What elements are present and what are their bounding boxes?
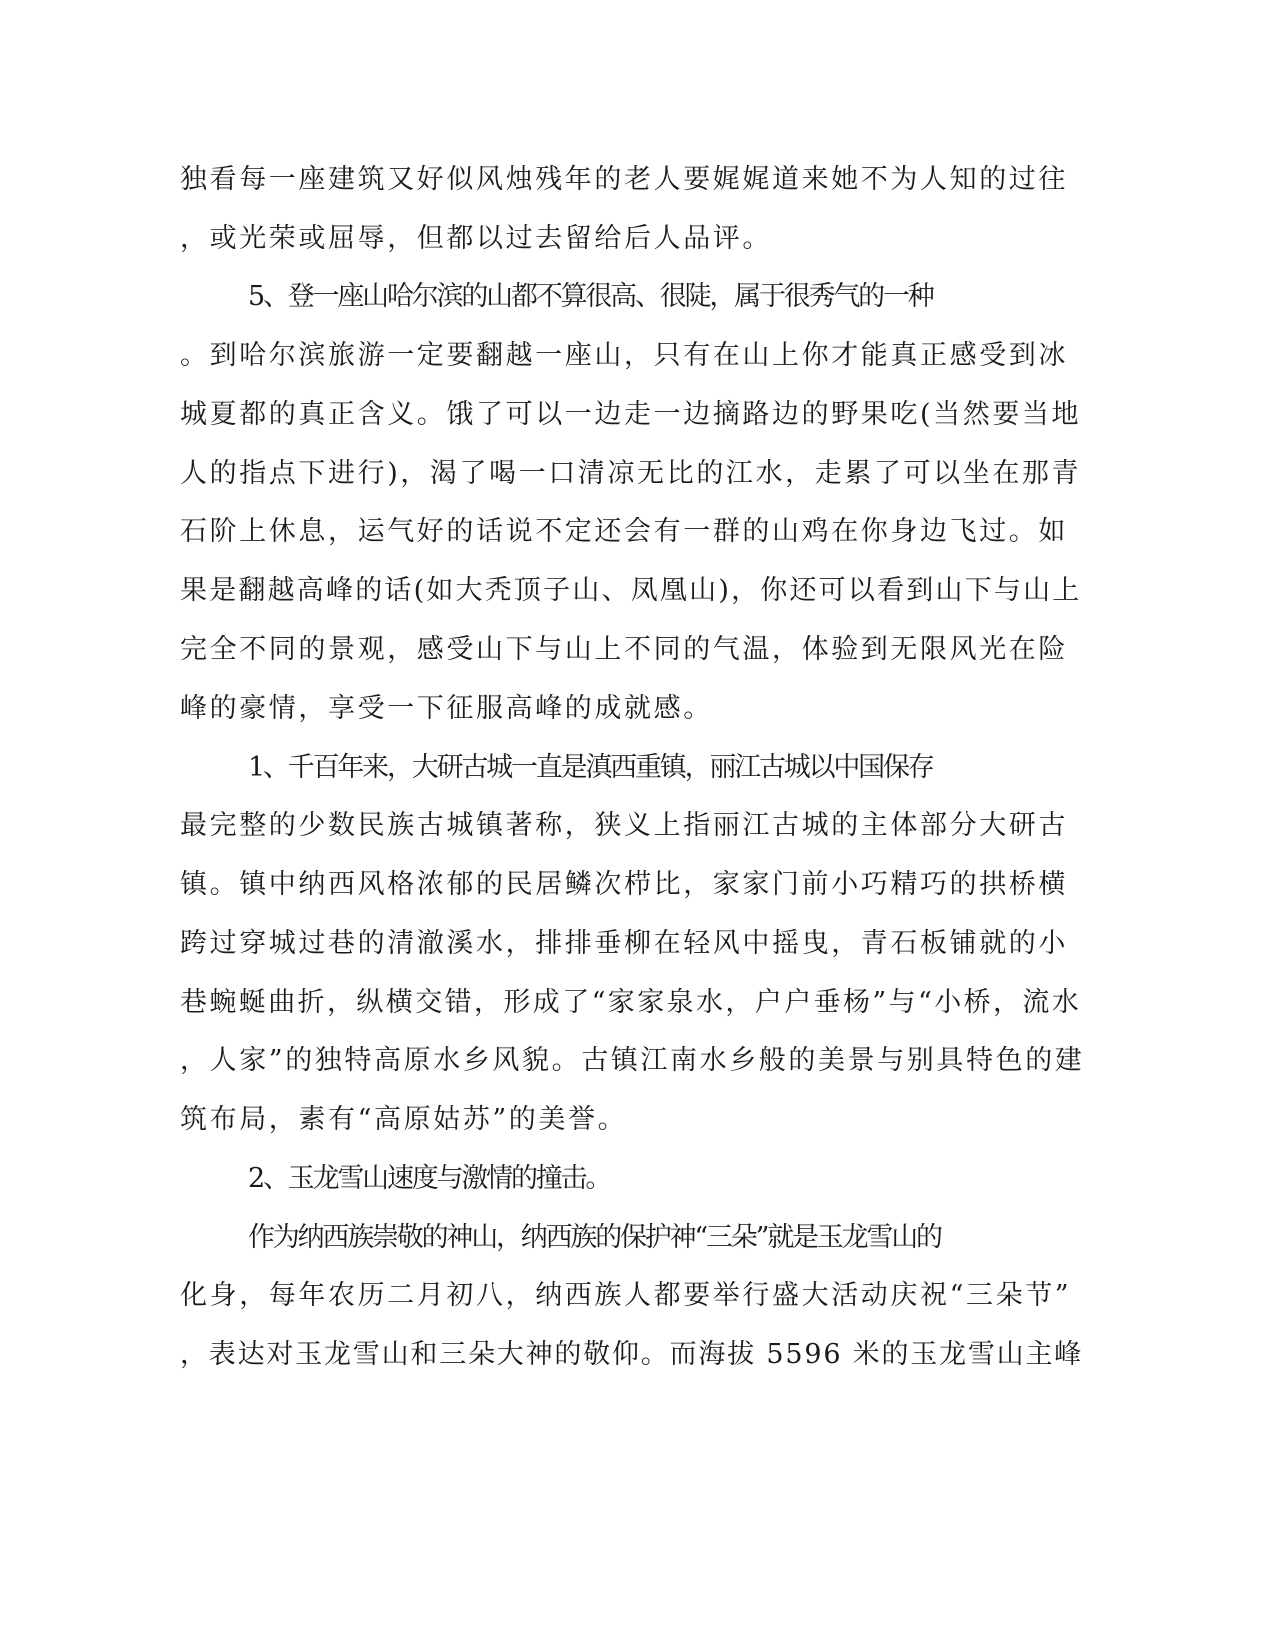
text-line: 跨过穿城过巷的清澈溪水，排排垂柳在轻风中摇曳，青石板铺就的小 xyxy=(180,928,1068,959)
text-line: 城夏都的真正含义。饿了可以一边走一边摘路边的野果吃(当然要当地 xyxy=(180,399,1082,430)
text-line: 最完整的少数民族古城镇著称，狭义上指丽江古城的主体部分大研古 xyxy=(180,810,1068,841)
paragraph-start-line: 5、登一座山哈尔滨的山都不算很高、很陡，属于很秀气的一种 xyxy=(248,281,933,312)
text-line: 化身，每年农历二月初八，纳西族人都要举行盛大活动庆祝“三朵节” xyxy=(180,1280,1072,1311)
paragraph-start-line: 2、玉龙雪山速度与激情的撞击。 xyxy=(248,1163,611,1194)
text-line: 筑布局，素有“高原姑苏”的美誉。 xyxy=(180,1104,628,1135)
text-line: 镇。镇中纳西风格浓郁的民居鳞次栉比，家家门前小巧精巧的拱桥横 xyxy=(180,869,1068,900)
text-line: 果是翻越高峰的话(如大秃顶子山、凤凰山)，你还可以看到山下与山上 xyxy=(180,575,1082,606)
text-line: ，人家”的独特高原水乡风貌。古镇江南水乡般的美景与别具特色的建 xyxy=(180,1045,1085,1076)
paragraph-start-line: 1、千百年来，大研古城一直是滇西重镇，丽江古城以中国保存 xyxy=(248,752,933,783)
text-line: 。到哈尔滨旅游一定要翻越一座山，只有在山上你才能真正感受到冰 xyxy=(180,340,1068,371)
text-line: 人的指点下进行)，渴了喝一口清凉无比的江水，走累了可以坐在那青 xyxy=(180,458,1082,489)
text-line: 石阶上休息，运气好的话说不定还会有一群的山鸡在你身边飞过。如 xyxy=(180,516,1068,547)
text-line: 完全不同的景观，感受山下与山上不同的气温，体验到无限风光在险 xyxy=(180,634,1068,665)
text-line: ，或光荣或屈辱，但都以过去留给后人品评。 xyxy=(180,223,772,254)
text-line: 独看每一座建筑又好似风烛残年的老人要娓娓道来她不为人知的过往 xyxy=(180,164,1068,195)
text-line: 峰的豪情，享受一下征服高峰的成就感。 xyxy=(180,693,713,724)
paragraph-start-line: 作为纳西族崇敬的神山，纳西族的保护神“三朵”就是玉龙雪山的 xyxy=(248,1222,941,1253)
text-line: 巷蜿蜒曲折，纵横交错，形成了“家家泉水，户户垂杨”与“小桥，流水 xyxy=(180,987,1082,1018)
text-line: ，表达对玉龙雪山和三朵大神的敬仰。而海拔 5596 米的玉龙雪山主峰 xyxy=(180,1339,1084,1370)
